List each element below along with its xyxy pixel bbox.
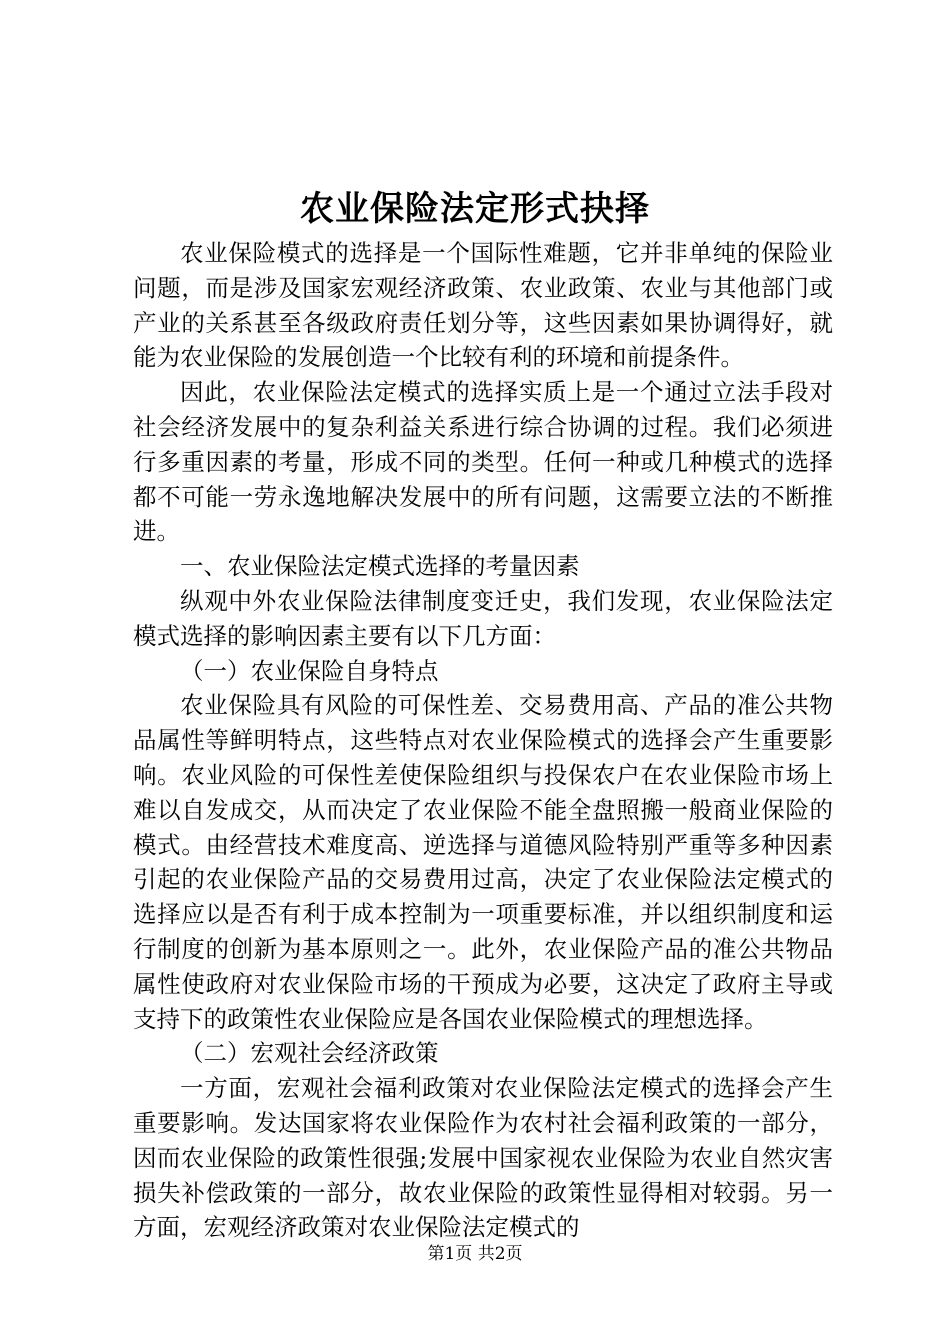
document-body [133,236,833,1245]
subsection-heading-1: （一）农业保险自身特点 [180,656,439,685]
section-heading-1: 一、农业保险法定模式选择的考量因素 [180,552,580,581]
document-title: 农业保险法定形式抉择 [300,189,650,229]
paragraph-overview: 纵观中外农业保险法律制度变迁史，我们发现，农业保险法定模式选择的影响因素主要有以下几方面： [133,586,833,650]
paragraph-characteristics: 农业保险具有风险的可保性差、交易费用高、产品的准公共物品属性等鲜明特点，这些特点对农业保险模式的选择会产生重要影响。农业风险的可保性差使保险组织与投保农户在农业保险市场上难以自发成交，从而决定了农业保险不能全盘照搬一般商业保险的模式。由经营技术难度高、逆选择与道德风险特别严重等多种因素引起的农业保险产品的交易费用过高，决定了农业保险法定模式的选择应以是否有利于成本控制为一项重要标准，并以组织制度和运行制度的创新为基本原则之一。此外，农业保险产品的准公共物品属性使政府对农业保险市场的干预成为必要，这决定了政府主导或支持下的政策性农业保险应是各国农业保险模式的理想选择。 [133,691,833,1033]
page-footer: 第1页 共2页 [427,1244,523,1264]
paragraph-intro: 农业保险模式的选择是一个国际性难题，它并非单纯的保险业问题，而是涉及国家宏观经济政策、农业政策、农业与其他部门或产业的关系甚至各级政府责任划分等，这些因素如果协调得好，就能为农业保险的发展创造一个比较有利的环境和前提条件。 [133,239,833,372]
paragraph-macro-policy: 一方面，宏观社会福利政策对农业保险法定模式的选择会产生重要影响。发达国家将农业保险作为农村社会福利政策的一部分，因而农业保险的政策性很强;发展中国家视农业保险为农业自然灾害损失补偿政策的一部分，故农业保险的政策性显得相对较弱。另一方面，宏观经济政策对农业保险法定模式的 [133,1074,833,1242]
paragraph-therefore: 因此，农业保险法定模式的选择实质上是一个通过立法手段对社会经济发展中的复杂利益关系进行综合协调的过程。我们必须进行多重因素的考量，形成不同的类型。任何一种或几种模式的选择都不可能一劳永逸地解决发展中的所有问题，这需要立法的不断推进。 [133,378,833,546]
subsection-heading-2: （二）宏观社会经济政策 [180,1039,439,1068]
